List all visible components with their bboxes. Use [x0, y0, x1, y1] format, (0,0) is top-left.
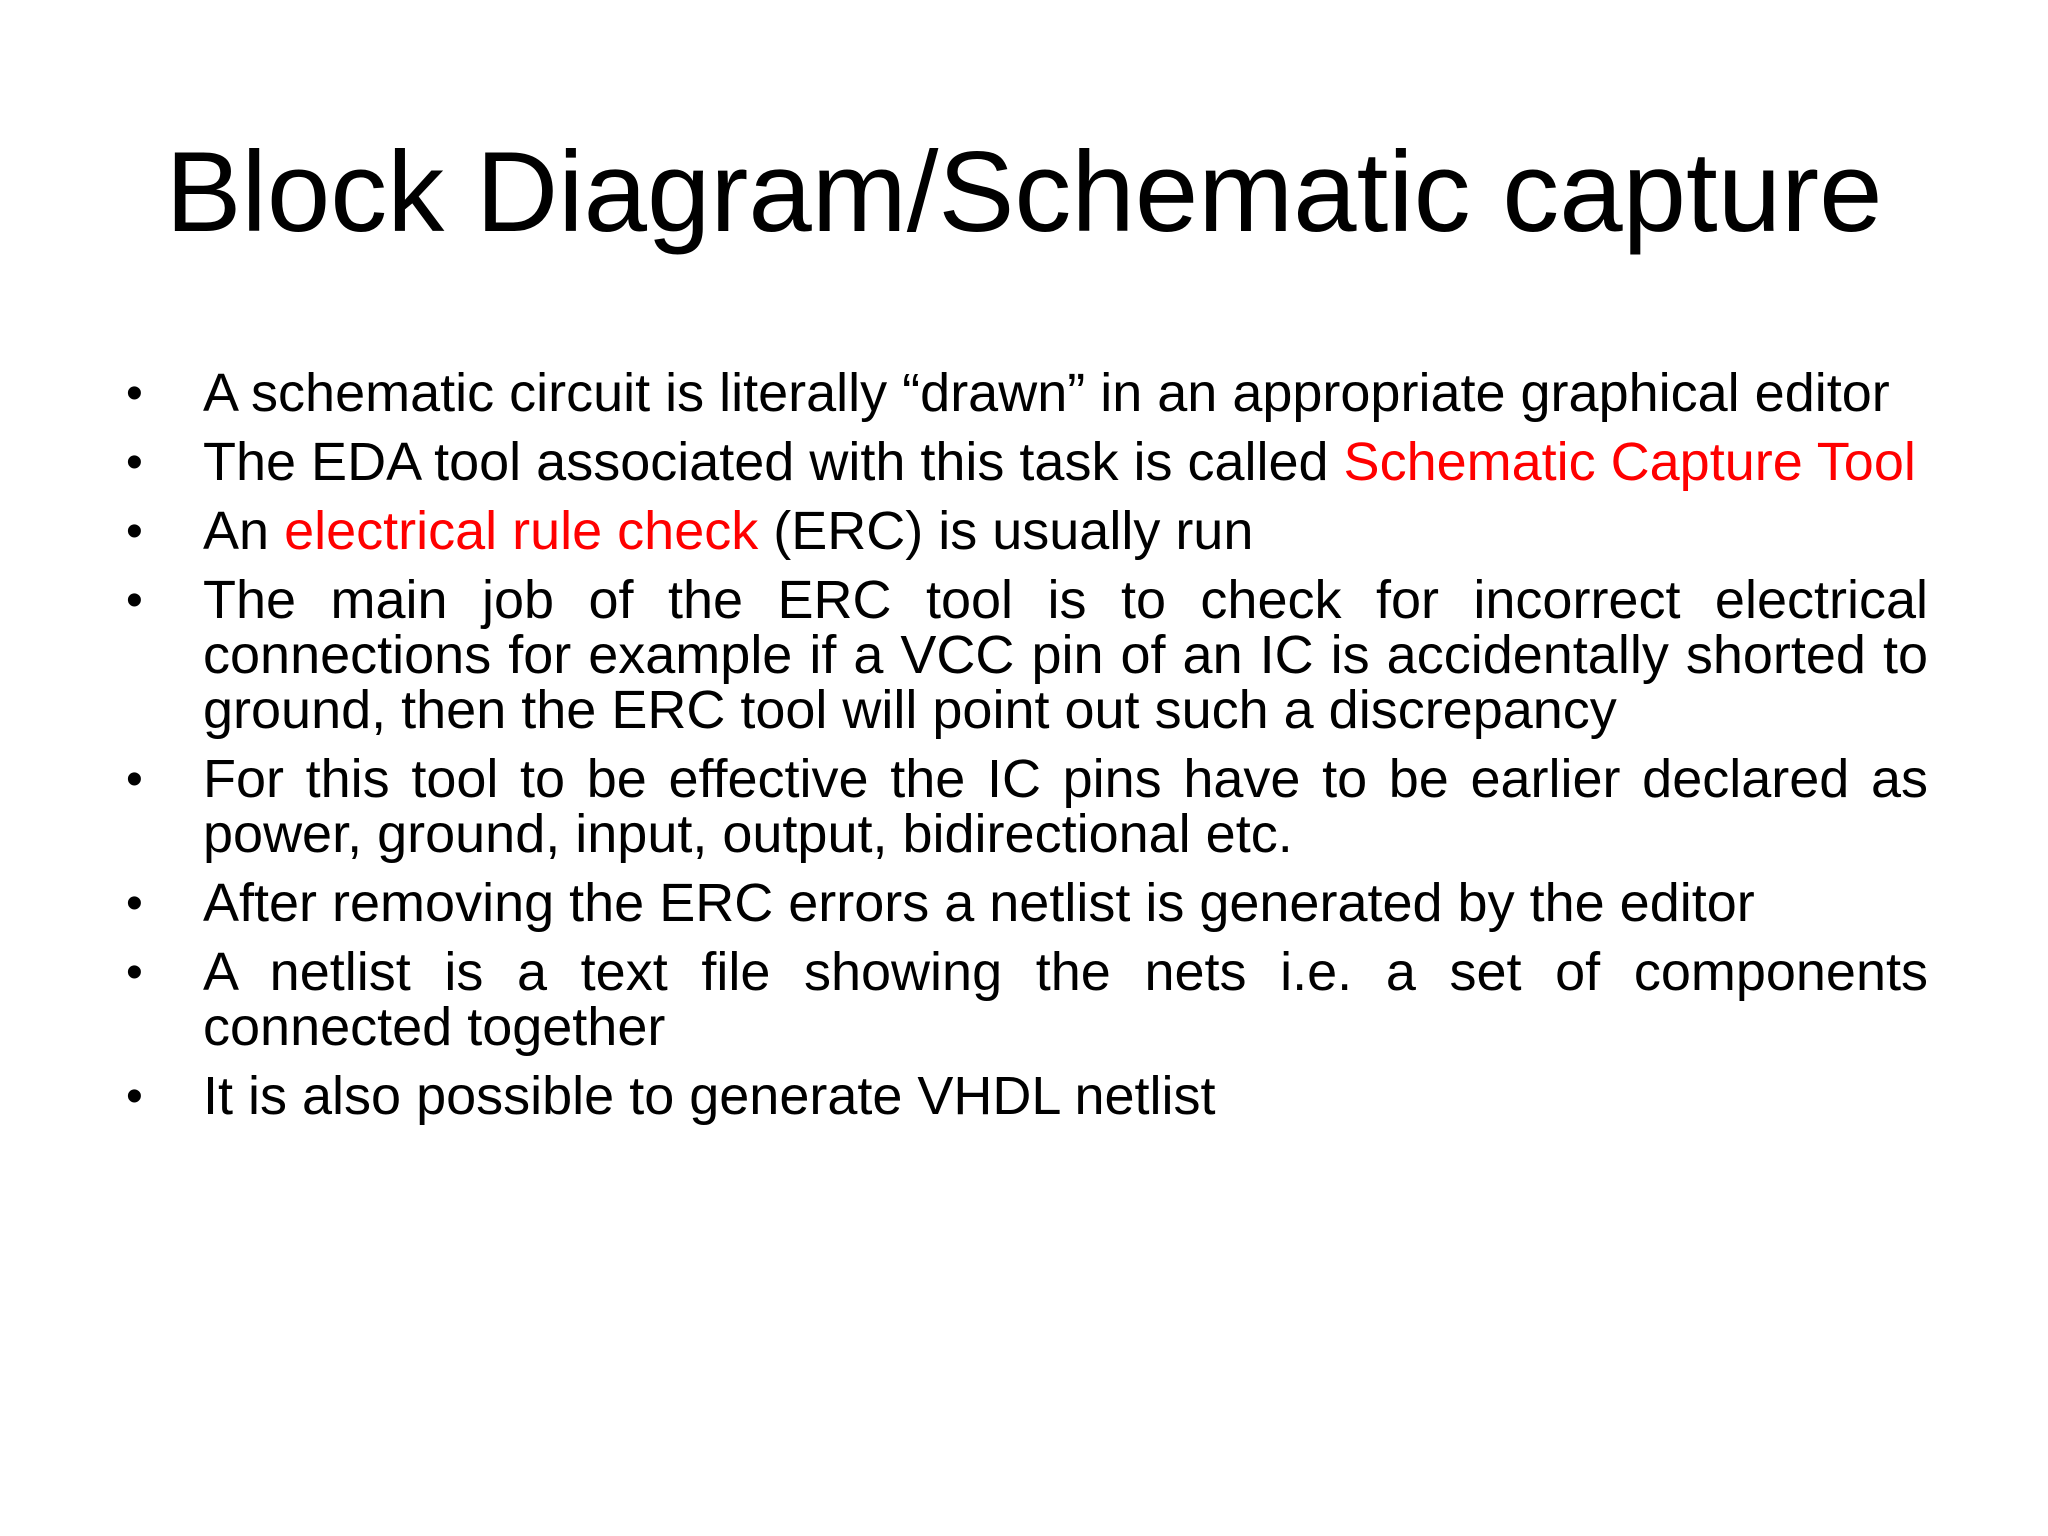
- bullet-text-segment: The EDA tool associated with this task is called: [203, 432, 1344, 492]
- bullet-dot-icon: •: [126, 436, 143, 489]
- bullet-text: [203, 749, 1928, 864]
- highlighted-term: Schematic Capture Tool: [1343, 432, 1916, 492]
- bullet-text: [203, 501, 1253, 561]
- slide-title: Block Diagram/Schematic capture: [165, 129, 1883, 256]
- bullet-text-segment: A netlist is a text file showing the nets i.e. a set of components connected together: [203, 942, 1928, 1057]
- bullet-text-segment: It is also possible to generate VHDL netlist: [203, 1066, 1216, 1126]
- bullet-item: [118, 942, 1928, 1057]
- bullet-dot-icon: •: [126, 946, 143, 999]
- bullet-dot-icon: •: [126, 877, 143, 930]
- bullet-text: [203, 432, 1916, 492]
- bullet-dot-icon: •: [126, 367, 143, 420]
- bullet-text: [203, 942, 1928, 1057]
- bullet-item: [118, 873, 1928, 933]
- highlighted-term: electrical rule check: [284, 501, 759, 561]
- bullet-text-segment: A schematic circuit is literally “drawn” in an appropriate graphical editor: [203, 363, 1890, 423]
- bullet-item: [118, 363, 1928, 423]
- bullet-text: [203, 570, 1928, 740]
- bullet-item: [118, 501, 1928, 561]
- bullet-item: [118, 1066, 1928, 1126]
- bullet-text-segment: An: [203, 501, 285, 561]
- bullet-dot-icon: •: [126, 1070, 143, 1123]
- bullet-text-segment: The main job of the ERC tool is to check for incorrect electrical connections for example if a VCC pin of an IC is accidentally shorted to ground, then the ERC tool will point out such a discrepancy: [203, 570, 1928, 740]
- bullet-item: [118, 432, 1928, 492]
- bullet-text-segment: For this tool to be effective the IC pins have to be earlier declared as power, ground, input, output, bidirectional etc.: [203, 749, 1928, 864]
- bullet-dot-icon: •: [126, 753, 143, 806]
- bullet-list: [118, 363, 1928, 1138]
- bullet-text-segment: After removing the ERC errors a netlist is generated by the editor: [203, 873, 1755, 933]
- bullet-text: [203, 363, 1890, 423]
- bullet-item: [118, 749, 1928, 864]
- bullet-item: [118, 570, 1928, 740]
- bullet-text: [203, 873, 1755, 933]
- bullet-text-segment: (ERC) is usually run: [758, 501, 1254, 561]
- bullet-dot-icon: •: [126, 574, 143, 627]
- bullet-text: [203, 1066, 1216, 1126]
- bullet-dot-icon: •: [126, 505, 143, 558]
